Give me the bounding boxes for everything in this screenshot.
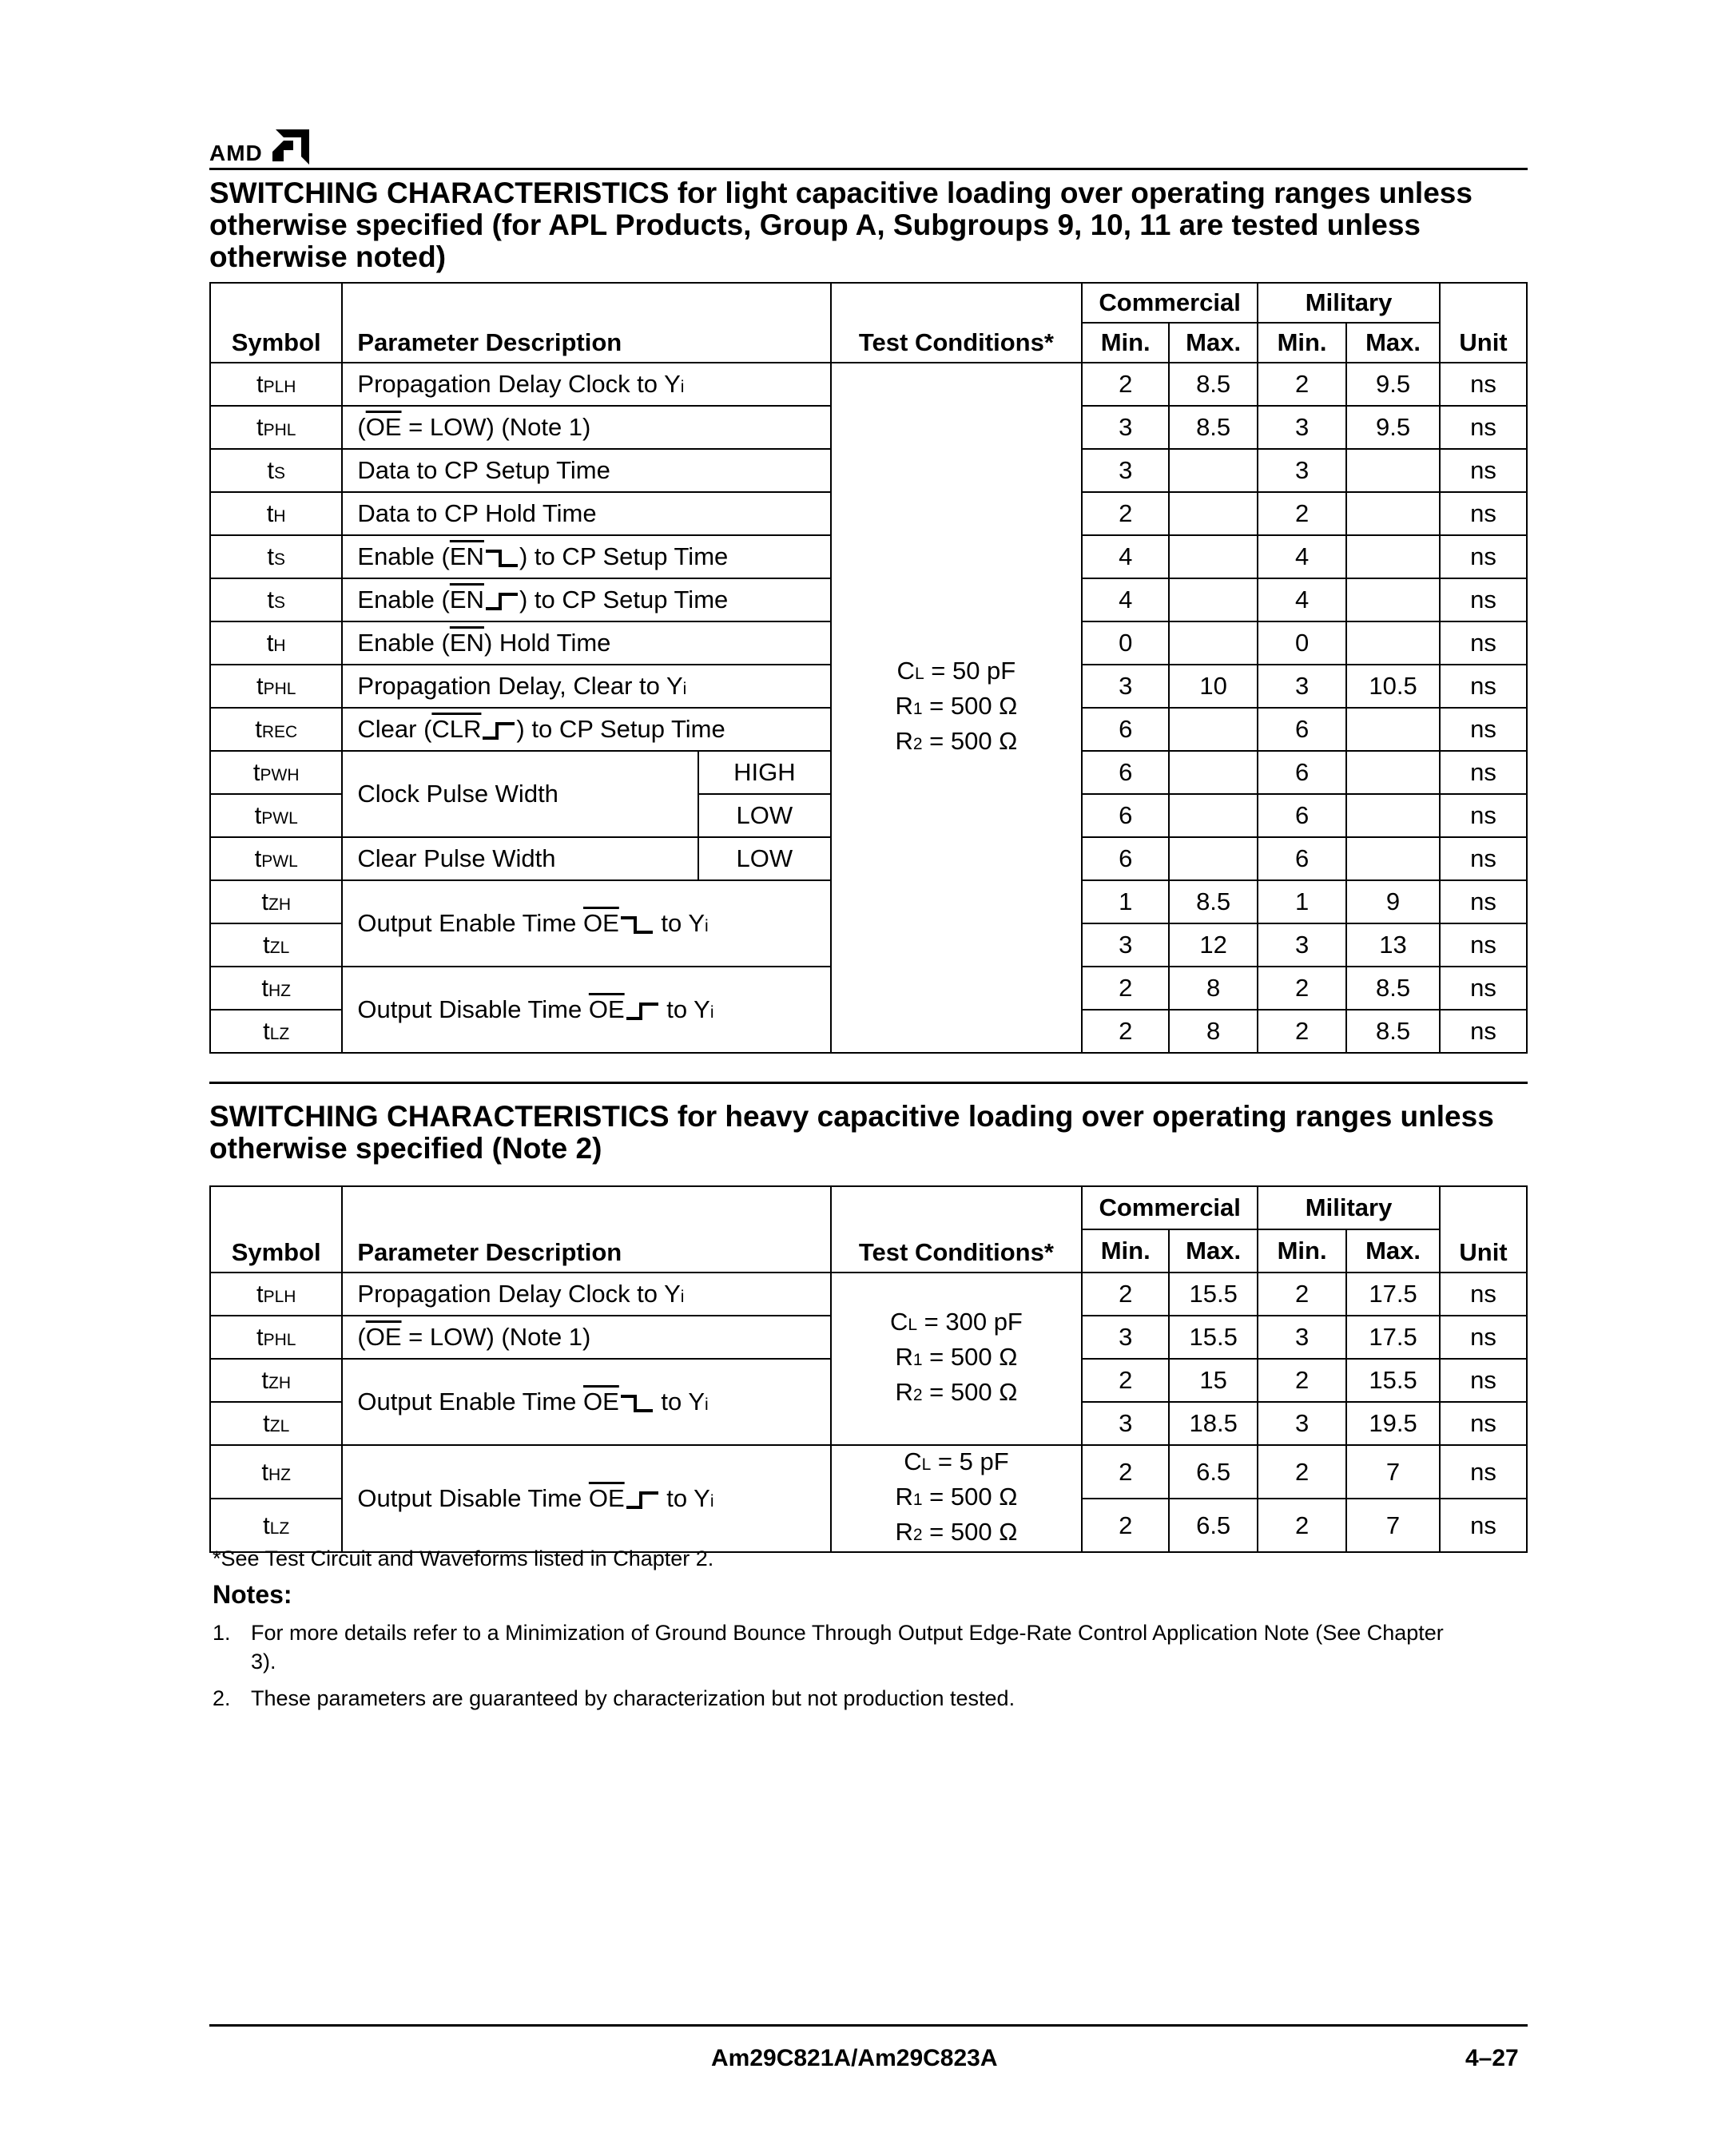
commercial-min-cell: 3	[1082, 665, 1169, 708]
footer-rule	[209, 2024, 1528, 2027]
rising-edge-icon	[625, 1488, 660, 1512]
military-max-cell	[1346, 751, 1440, 794]
symbol-cell: tPHL	[210, 406, 342, 449]
military-max-cell: 13	[1346, 923, 1440, 967]
parameter-cell: Enable ($\overline{EN}$ ) to CP Setup Time	[342, 578, 830, 621]
military-min-cell: 0	[1258, 621, 1346, 665]
symbol-cell: tS	[210, 578, 342, 621]
symbol-cell: tH	[210, 492, 342, 535]
commercial-max-cell: 15	[1169, 1359, 1258, 1402]
commercial-min-cell: 2	[1082, 1445, 1169, 1499]
military-min-cell: 2	[1258, 1359, 1346, 1402]
symbol-cell: tLZ	[210, 1010, 342, 1053]
section2-heading: SWITCHING CHARACTERISTICS for heavy capacitive loading over operating ranges unless otherwise specified (Note 2)	[209, 1100, 1494, 1165]
col-unit: Unit	[1440, 1186, 1527, 1273]
symbol-cell: tPWL	[210, 794, 342, 837]
rising-edge-icon	[481, 719, 516, 743]
unit-cell: ns	[1440, 880, 1527, 923]
military-max-cell: 17.5	[1346, 1273, 1440, 1316]
military-min-cell: 6	[1258, 837, 1346, 880]
falling-edge-icon	[619, 913, 654, 937]
commercial-max-cell	[1169, 708, 1258, 751]
symbol-cell: tH	[210, 621, 342, 665]
commercial-min-cell: 6	[1082, 794, 1169, 837]
unit-cell: ns	[1440, 1499, 1527, 1552]
military-min-cell: 3	[1258, 1316, 1346, 1359]
col-parameter: Parameter Description	[342, 283, 830, 363]
rising-edge-icon	[484, 590, 519, 613]
parameter-cell: Data to CP Hold Time	[342, 492, 830, 535]
commercial-min-cell: 2	[1082, 1499, 1169, 1552]
unit-cell: ns	[1440, 708, 1527, 751]
unit-cell: ns	[1440, 1316, 1527, 1359]
symbol-cell: tPLH	[210, 363, 342, 406]
col-military: Military	[1258, 1186, 1440, 1229]
parameter-cell: Clock Pulse Width	[342, 751, 698, 837]
symbol-cell: tPLH	[210, 1273, 342, 1316]
parameter-cell: Clear ($\overline{CLR}$ ) to CP Setup Time	[342, 708, 830, 751]
military-max-cell: 10.5	[1346, 665, 1440, 708]
unit-cell: ns	[1440, 665, 1527, 708]
table-row	[210, 1445, 1527, 1499]
commercial-max-cell	[1169, 751, 1258, 794]
commercial-max-cell	[1169, 492, 1258, 535]
col-military: Military	[1258, 283, 1440, 323]
commercial-min-cell: 2	[1082, 363, 1169, 406]
col-unit: Unit	[1440, 283, 1527, 363]
parameter-cell: Output Disable Time $\overline{OE}$ to Yi	[342, 967, 830, 1053]
symbol-cell: tS	[210, 449, 342, 492]
military-min-cell: 3	[1258, 449, 1346, 492]
parameter-cell: Output Enable Time $\overline{OE}$ to Yi	[342, 1359, 830, 1445]
rising-edge-icon	[625, 999, 660, 1023]
unit-cell: ns	[1440, 794, 1527, 837]
unit-cell: ns	[1440, 1273, 1527, 1316]
symbol-cell: tLZ	[210, 1499, 342, 1552]
military-min-cell: 3	[1258, 1402, 1346, 1445]
falling-edge-icon	[484, 546, 519, 570]
commercial-min-cell: 2	[1082, 1273, 1169, 1316]
commercial-max-cell: 8.5	[1169, 363, 1258, 406]
military-max-cell	[1346, 621, 1440, 665]
unit-cell: ns	[1440, 751, 1527, 794]
parameter-cell: Output Enable Time $\overline{OE}$ to Yi	[342, 880, 830, 967]
military-min-cell: 2	[1258, 1010, 1346, 1053]
symbol-cell: tZH	[210, 880, 342, 923]
unit-cell: ns	[1440, 967, 1527, 1010]
military-min-cell: 6	[1258, 794, 1346, 837]
commercial-min-cell: 4	[1082, 578, 1169, 621]
unit-cell: ns	[1440, 449, 1527, 492]
table-row	[210, 363, 1527, 406]
commercial-min-cell: 6	[1082, 837, 1169, 880]
commercial-max-cell: 6.5	[1169, 1445, 1258, 1499]
test-conditions-cell: CL = 50 pF R1 = 500 Ω R2 = 500 Ω	[831, 363, 1083, 1053]
col-commercial-min: Min.	[1082, 323, 1169, 363]
test-conditions-cell: CL = 5 pF R1 = 500 Ω R2 = 500 Ω	[831, 1445, 1083, 1552]
military-min-cell: 2	[1258, 1445, 1346, 1499]
commercial-max-cell: 15.5	[1169, 1316, 1258, 1359]
symbol-cell: tHZ	[210, 1445, 342, 1499]
col-military-max: Max.	[1346, 323, 1440, 363]
symbol-cell: tHZ	[210, 967, 342, 1010]
footer-part-number: Am29C821A/Am29C823A	[711, 2045, 998, 2071]
parameter-cell: Clear Pulse Width	[342, 837, 698, 880]
military-max-cell	[1346, 708, 1440, 751]
note-number: 2.	[213, 1686, 231, 1710]
military-max-cell: 9.5	[1346, 406, 1440, 449]
col-military-min: Min.	[1258, 323, 1346, 363]
commercial-min-cell: 2	[1082, 1359, 1169, 1402]
col-symbol: Symbol	[210, 1186, 342, 1273]
heavy-load-table	[209, 1185, 1528, 1553]
military-min-cell: 2	[1258, 363, 1346, 406]
military-min-cell: 4	[1258, 535, 1346, 578]
military-min-cell: 4	[1258, 578, 1346, 621]
military-min-cell: 6	[1258, 751, 1346, 794]
unit-cell: ns	[1440, 1359, 1527, 1402]
commercial-max-cell	[1169, 449, 1258, 492]
parameter-cell: Data to CP Setup Time	[342, 449, 830, 492]
symbol-cell: tPHL	[210, 665, 342, 708]
symbol-cell: tS	[210, 535, 342, 578]
col-test-conditions: Test Conditions*	[831, 283, 1083, 363]
note-item	[213, 1618, 1449, 1676]
note-text: These parameters are guaranteed by characterization but not production tested.	[251, 1686, 1015, 1710]
unit-cell: ns	[1440, 923, 1527, 967]
military-min-cell: 2	[1258, 492, 1346, 535]
commercial-min-cell: 0	[1082, 621, 1169, 665]
notes-title: Notes:	[213, 1580, 292, 1609]
military-min-cell: 2	[1258, 967, 1346, 1010]
military-min-cell: 3	[1258, 923, 1346, 967]
parameter-cell: Propagation Delay, Clear to Yi	[342, 665, 830, 708]
military-max-cell	[1346, 794, 1440, 837]
military-max-cell: 19.5	[1346, 1402, 1440, 1445]
level-cell: HIGH	[698, 751, 830, 794]
level-cell: LOW	[698, 794, 830, 837]
military-max-cell	[1346, 449, 1440, 492]
commercial-min-cell: 3	[1082, 406, 1169, 449]
commercial-min-cell: 3	[1082, 1402, 1169, 1445]
parameter-cell: Enable ($\overline{EN}$ ) to CP Setup Time	[342, 535, 830, 578]
unit-cell: ns	[1440, 1445, 1527, 1499]
symbol-cell: tZL	[210, 1402, 342, 1445]
commercial-max-cell	[1169, 794, 1258, 837]
commercial-min-cell: 3	[1082, 449, 1169, 492]
col-military-min: Min.	[1258, 1229, 1346, 1273]
unit-cell: ns	[1440, 492, 1527, 535]
mid-rule	[209, 1082, 1528, 1084]
military-max-cell: 7	[1346, 1499, 1440, 1552]
commercial-min-cell: 2	[1082, 967, 1169, 1010]
unit-cell: ns	[1440, 535, 1527, 578]
footer-page-number: 4–27	[1465, 2045, 1519, 2071]
commercial-min-cell: 2	[1082, 492, 1169, 535]
note-text: For more details refer to a Minimization of Ground Bounce Through Output Edge-Rate Control Application Note (See Chapter 3).	[251, 1621, 1444, 1674]
commercial-min-cell: 6	[1082, 751, 1169, 794]
military-min-cell: 6	[1258, 708, 1346, 751]
col-commercial: Commercial	[1082, 1186, 1258, 1229]
unit-cell: ns	[1440, 1010, 1527, 1053]
commercial-min-cell: 1	[1082, 880, 1169, 923]
col-commercial-max: Max.	[1169, 323, 1258, 363]
falling-edge-icon	[619, 1392, 654, 1415]
parameter-cell: $(\overline{OE} = LOW)$ (Note 1)	[342, 1316, 830, 1359]
commercial-max-cell: 12	[1169, 923, 1258, 967]
parameter-cell: Output Disable Time $\overline{OE}$ to Yi	[342, 1445, 830, 1552]
military-max-cell	[1346, 578, 1440, 621]
light-load-table	[209, 282, 1528, 1054]
test-conditions-cell: CL = 300 pF R1 = 500 Ω R2 = 500 Ω	[831, 1273, 1083, 1445]
brand-header	[209, 128, 314, 166]
symbol-cell: tZL	[210, 923, 342, 967]
military-max-cell	[1346, 535, 1440, 578]
military-max-cell: 8.5	[1346, 967, 1440, 1010]
commercial-max-cell	[1169, 621, 1258, 665]
commercial-max-cell	[1169, 578, 1258, 621]
col-military-max: Max.	[1346, 1229, 1440, 1273]
commercial-max-cell: 18.5	[1169, 1402, 1258, 1445]
note-number: 1.	[213, 1621, 231, 1645]
commercial-max-cell: 8.5	[1169, 406, 1258, 449]
amd-logo-icon	[271, 128, 314, 166]
symbol-cell: tPWL	[210, 837, 342, 880]
commercial-min-cell: 6	[1082, 708, 1169, 751]
military-min-cell: 3	[1258, 665, 1346, 708]
commercial-max-cell: 8.5	[1169, 880, 1258, 923]
parameter-cell: Propagation Delay Clock to Yi	[342, 1273, 830, 1316]
military-max-cell: 9.5	[1346, 363, 1440, 406]
military-min-cell: 1	[1258, 880, 1346, 923]
military-min-cell: 2	[1258, 1273, 1346, 1316]
test-circuit-footnote: *See Test Circuit and Waveforms listed in Chapter 2.	[213, 1547, 714, 1570]
col-commercial-min: Min.	[1082, 1229, 1169, 1273]
col-symbol: Symbol	[210, 283, 342, 363]
parameter-cell: Enable $(\overline{EN})$ Hold Time	[342, 621, 830, 665]
symbol-cell: tZH	[210, 1359, 342, 1402]
commercial-max-cell	[1169, 837, 1258, 880]
symbol-cell: tPHL	[210, 1316, 342, 1359]
unit-cell: ns	[1440, 621, 1527, 665]
military-max-cell: 15.5	[1346, 1359, 1440, 1402]
symbol-cell: tPWH	[210, 751, 342, 794]
commercial-max-cell: 15.5	[1169, 1273, 1258, 1316]
military-min-cell: 2	[1258, 1499, 1346, 1552]
military-min-cell: 3	[1258, 406, 1346, 449]
unit-cell: ns	[1440, 578, 1527, 621]
commercial-max-cell: 10	[1169, 665, 1258, 708]
brand-name: AMD	[209, 141, 263, 165]
military-max-cell: 17.5	[1346, 1316, 1440, 1359]
commercial-min-cell: 3	[1082, 923, 1169, 967]
note-item	[213, 1684, 1449, 1713]
unit-cell: ns	[1440, 363, 1527, 406]
top-rule	[209, 168, 1528, 170]
section1-heading: SWITCHING CHARACTERISTICS for light capacitive loading over operating ranges unless otherwise specified (for APL Products, Group A, Subgroups 9, 10, 11 are tested unless otherwise noted)	[209, 177, 1473, 273]
commercial-max-cell: 8	[1169, 1010, 1258, 1053]
commercial-max-cell: 8	[1169, 967, 1258, 1010]
military-max-cell: 7	[1346, 1445, 1440, 1499]
unit-cell: ns	[1440, 406, 1527, 449]
col-test-conditions: Test Conditions*	[831, 1186, 1083, 1273]
level-cell: LOW	[698, 837, 830, 880]
parameter-cell: $(\overline{OE} = LOW)$ (Note 1)	[342, 406, 830, 449]
military-max-cell: 9	[1346, 880, 1440, 923]
commercial-max-cell: 6.5	[1169, 1499, 1258, 1552]
military-max-cell	[1346, 837, 1440, 880]
commercial-min-cell: 4	[1082, 535, 1169, 578]
commercial-min-cell: 2	[1082, 1010, 1169, 1053]
commercial-min-cell: 3	[1082, 1316, 1169, 1359]
table-row	[210, 1273, 1527, 1316]
col-parameter: Parameter Description	[342, 1186, 830, 1273]
parameter-cell: Propagation Delay Clock to Yi	[342, 363, 830, 406]
col-commercial: Commercial	[1082, 283, 1258, 323]
commercial-max-cell	[1169, 535, 1258, 578]
unit-cell: ns	[1440, 1402, 1527, 1445]
military-max-cell	[1346, 492, 1440, 535]
unit-cell: ns	[1440, 837, 1527, 880]
symbol-cell: tREC	[210, 708, 342, 751]
col-commercial-max: Max.	[1169, 1229, 1258, 1273]
military-max-cell: 8.5	[1346, 1010, 1440, 1053]
